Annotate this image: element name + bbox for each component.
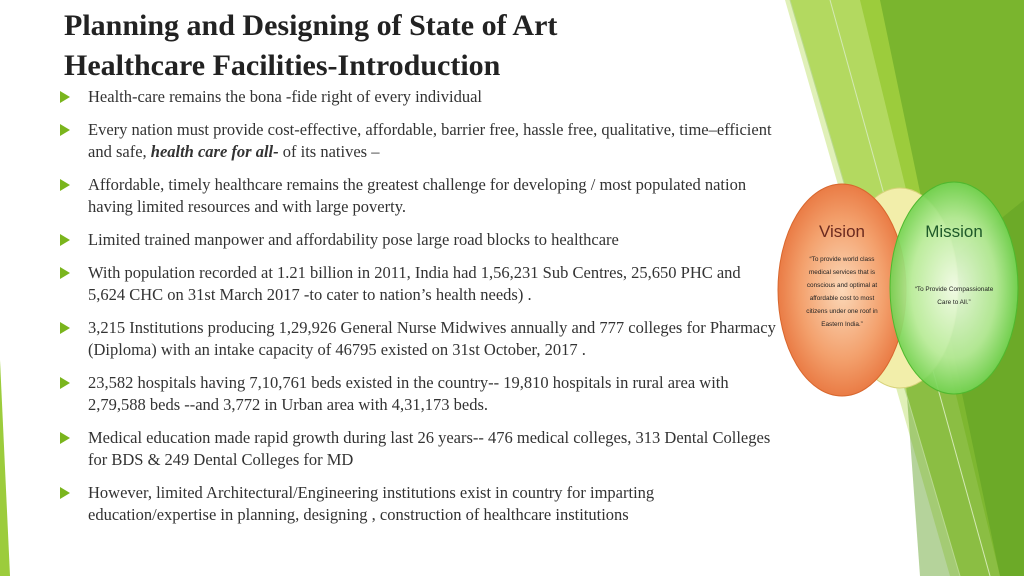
vision-circle [778, 184, 906, 396]
bullet-text-emphasis: health care for all- [150, 142, 279, 161]
bullet-text: Health-care remains the bona -fide right of every individual [88, 87, 483, 106]
page-title [64, 6, 764, 86]
bullet-arrow-icon [60, 487, 70, 499]
bullet-text: With population recorded at 1.21 billion in 2011, India had 1,56,231 Sub Centres, 25,650 PHC and 5,624 CHC on 31st March 2017 -to cater to nation’s health needs) . [88, 263, 741, 304]
bullet-arrow-icon [60, 179, 70, 191]
vision-line: “To provide world class [809, 256, 875, 263]
bullet-item [60, 317, 780, 361]
bullet-item [60, 229, 780, 251]
bullet-text: However, limited Architectural/Engineering institutions exist in country for imparting education/expertise in planning, designing , construction of healthcare institutions [88, 483, 655, 524]
bullet-text [88, 119, 780, 163]
vision-line: affordable cost to most [809, 295, 875, 302]
bullet-text: 23,582 hospitals having 7,10,761 beds existed in the country-- 19,810 hospitals in rural area with 2,79,588 beds --and 3,772 in Urban area with 4,31,173 beds. [88, 373, 729, 414]
bullet-item [60, 119, 780, 163]
title-line-2: Healthcare Facilities-Introduction [64, 49, 501, 82]
bullet-text: Affordable, timely healthcare remains the greatest challenge for developing / most populated nation having limited resources and with large poverty. [88, 175, 747, 216]
bullet-text: 3,215 Institutions producing 1,29,926 General Nurse Midwives annually and 777 colleges for Pharmacy (Diploma) with an intake capacity of 46795 existed on 31st October, 2017 . [88, 318, 776, 359]
mission-title: Mission [925, 222, 983, 241]
vision-line: citizens under one roof in [806, 308, 878, 315]
vision-line: conscious and optimal at [806, 282, 878, 289]
mission-line: “To Provide Compassionate [914, 286, 994, 293]
bullet-arrow-icon [60, 234, 70, 246]
bullet-text-post: of its natives – [278, 142, 380, 161]
bullet-arrow-icon [60, 267, 70, 279]
title-line-1: Planning and Designing of State of Art [64, 9, 558, 42]
bullet-item [60, 262, 780, 306]
bullet-arrow-icon [60, 322, 70, 334]
bullet-item [60, 86, 780, 108]
bullet-list [60, 86, 780, 537]
bullet-arrow-icon [60, 432, 70, 444]
bullet-text-pre: Every nation must provide cost-effective, affordable, barrier free, hassle free, qualitative, time–efficient and safe, [88, 120, 772, 161]
bullet-arrow-icon [60, 377, 70, 389]
mission-line: Care to All.” [937, 299, 971, 306]
vision-line: medical services that is [808, 269, 876, 276]
bullet-text: Medical education made rapid growth during last 26 years-- 476 medical colleges, 313 Dental Colleges for BDS & 249 Dental Colleges for MD [88, 428, 771, 469]
bullet-item [60, 372, 780, 416]
vision-mission-venn [770, 180, 1024, 410]
bullet-item [60, 174, 780, 218]
bullet-arrow-icon [60, 124, 70, 136]
vision-line: Eastern India.” [821, 321, 863, 328]
bullet-item [60, 482, 780, 526]
bullet-text: Limited trained manpower and affordability pose large road blocks to healthcare [88, 230, 619, 249]
bullet-arrow-icon [60, 91, 70, 103]
bullet-item [60, 427, 780, 471]
vision-title: Vision [819, 222, 865, 241]
